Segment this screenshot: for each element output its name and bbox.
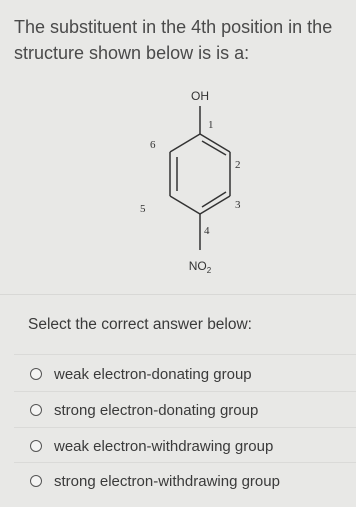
answer-option-1[interactable] (0, 356, 356, 392)
radio-button[interactable] (30, 368, 42, 380)
no2-label (189, 259, 212, 275)
position-label-4: 4 (204, 225, 210, 237)
bond-c6-c1 (170, 134, 200, 152)
position-label-5: 5 (140, 203, 146, 215)
option-label: strong electron-withdrawing group (54, 472, 280, 490)
radio-button[interactable] (30, 404, 42, 416)
no2-subscript: 2 (206, 266, 212, 275)
oh-label: OH (191, 89, 209, 103)
option-label: weak electron-withdrawing group (54, 437, 274, 455)
position-label-3: 3 (235, 199, 241, 211)
section-divider (0, 294, 356, 295)
radio-button[interactable] (30, 475, 42, 487)
option-label: strong electron-donating group (54, 401, 259, 419)
position-label-1: 1 (208, 119, 214, 131)
no2-main: NO (188, 259, 207, 273)
radio-button[interactable] (30, 440, 42, 452)
answer-option-2[interactable] (0, 392, 356, 428)
position-label-6: 6 (150, 139, 156, 151)
chemical-structure (120, 78, 280, 288)
option-label: weak electron-donating group (54, 365, 252, 383)
option-separator (14, 354, 356, 355)
position-label-2: 2 (235, 159, 241, 171)
answer-prompt: Select the correct answer below: (28, 316, 252, 333)
answer-option-4[interactable] (0, 463, 356, 499)
answer-option-3[interactable] (0, 428, 356, 464)
question-text: The substituent in the 4th position in the structure shown below is is a: (14, 17, 333, 63)
bond-c4-c5 (170, 196, 200, 214)
